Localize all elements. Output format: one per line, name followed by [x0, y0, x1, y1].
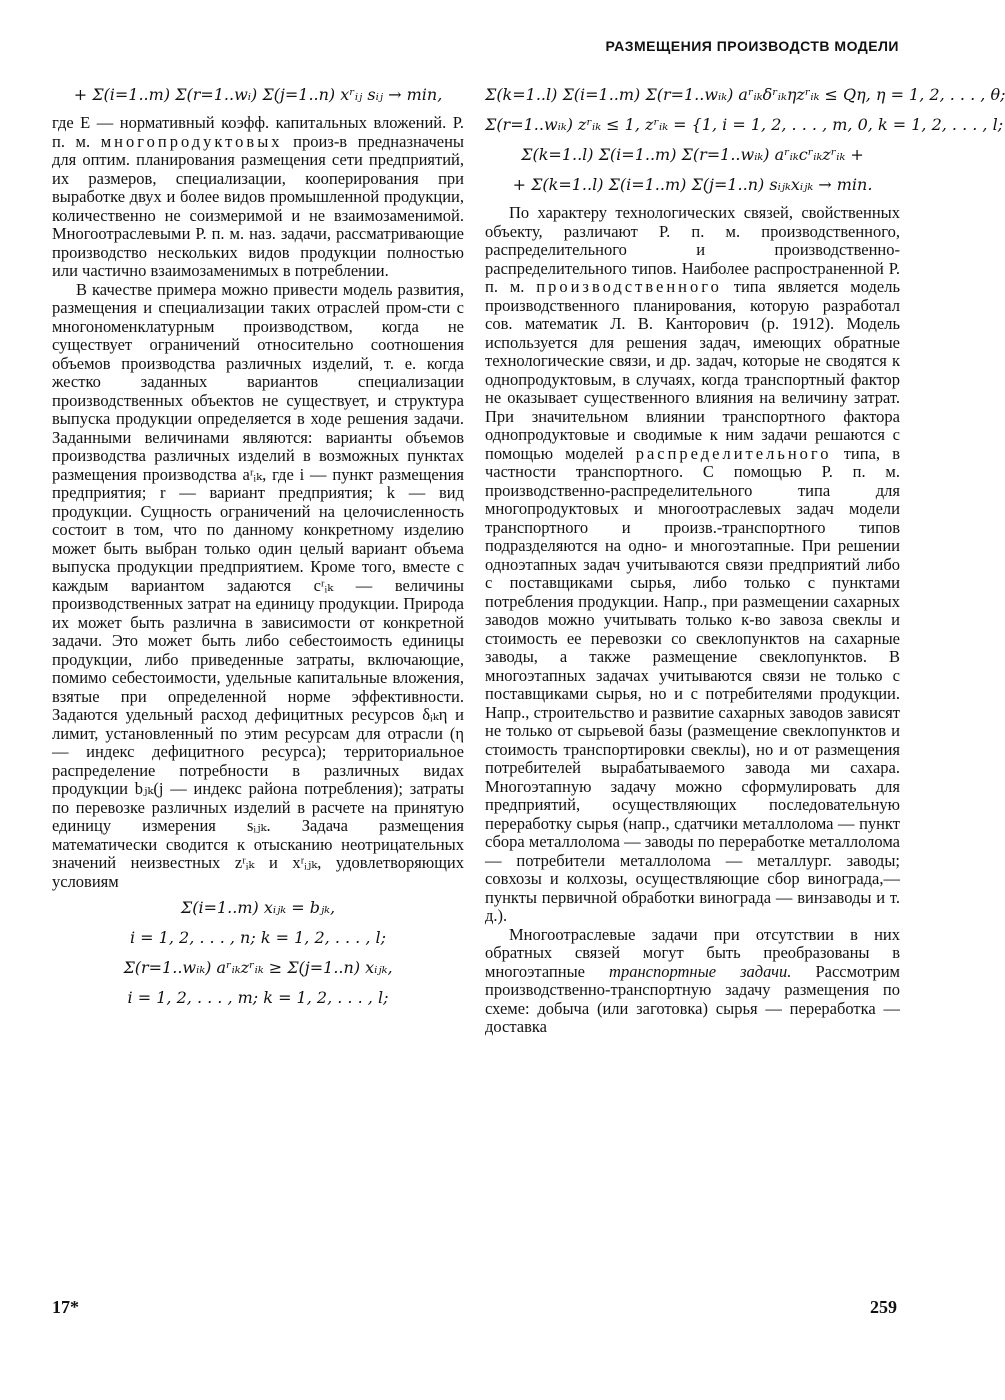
right-column: [485, 78, 1005, 1037]
paragraph-multisector: Многоотраслевые задачи при отсутствии в них обратных связей могут быть преобразованы в многоэтапные транспортные задачи. Рассмотрим производственно-транспортную задачу размещения по схеме: добыча (или заготовка) сырья — переработка — доставка: [485, 924, 900, 1036]
left-column: [52, 78, 464, 1017]
constraint-capacity-formula: Σ(r=1..wᵢₖ) aʳᵢₖzʳᵢₖ ≥ Σ(j=1..n) xᵢⱼₖ,: [123, 958, 393, 977]
constraint-resource-formula: Σ(k=1..l) Σ(i=1..m) Σ(r=1..wᵢₖ) aʳᵢₖδʳᵢₖηzʳᵢₖ ≤ Qη, η = 1, 2, . . . , θ;: [485, 85, 1005, 104]
running-header: РАЗМЕЩЕНИЯ ПРОИЗВОДСТВ МОДЕЛИ: [605, 38, 899, 54]
objective-formula-tail: + Σ(i=1..m) Σ(r=1..wᵢ) Σ(j=1..n) xʳᵢⱼ sᵢⱼ → min,: [73, 85, 443, 104]
objective-formula-transport: + Σ(k=1..l) Σ(i=1..m) Σ(j=1..n) sᵢⱼₖxᵢⱼₖ → min.: [512, 175, 873, 194]
constraint-demand-formula: Σ(i=1..m) xᵢⱼₖ = bⱼₖ,: [180, 898, 336, 917]
constraint-capacity-range: i = 1, 2, . . . , m; k = 1, 2, . . . , l;: [127, 988, 389, 1007]
paragraph-model-types: По характеру технологических связей, свойственных объекту, различают Р. п. м. производственного, распределительного и производственно-распределительного типов. Наиболее распространенной Р. п. м. производственного типа является модель производственного планирования, которую разработал сов. математик Л. В. Канторович (р. 1912). Модель используется для решения задач, имеющих обратные технологические связи, и др. задач, которые не сводятся к однопродуктовым, в случаях, когда транспортный фактор не оказывает существенного влияния на величину затрат. При значительном влиянии транспортного фактора однопродуктовые и сводимые к ним задачи решаются с помощью моделей распределительного типа, в частности транспортного. С помощью Р. п. м. производственно-распределительного типа для многопродуктовых и многоотраслевых задач модели транспортного и произв.-транспортного типов подразделяются на одно- и многоэтапные. При решении одноэтапных задач учитываются связи предприятий либо с поставщиками сырья, либо только с пунктами потребления продукции. Напр., при размещении сахарных заводов можно учитывать только к-во завоза свеклы и стоимость ее перевозки со свеклопунктов на сахарные заводы, а также размещение свеклопунктов. В многоэтапных задачах учитываются связи не только с поставщиками сырья, но и с потребителями продукции. Напр., строительство и развитие сахарных заводов зависят не только от сырьевой базы (размещение свеклопунктов и стоимость транспортировки свеклы), но и от размещения потребителей вырабатываемого завода ми сахара. Многоэтапную задачу можно сформулировать для предприятий, осуществляющих последовательную переработку сырья (напр., сдатчики металлолома — пункт сбора металлолома — заводы по переработке металлолома — потребители металлолома — металлург. заводы; совхозы и колхозы, осуществляющие сбор винограда,— пункты первичной обработки винограда — винзаводы и т. д.).: [485, 203, 900, 925]
constraint-demand-range: i = 1, 2, . . . , n; k = 1, 2, . . . , l;: [129, 928, 387, 947]
signature-mark: 17*: [52, 1297, 79, 1317]
paragraph-example: В качестве примера можно привести модель развития, размещения и специализации таких отраслей пром-сти с многономенклатурным производством, когда не существует ограничений относительно соотношения объемов производства различных изделий, т. е. когда жестко заданных вариантов специализации производственных объектов не существует, и структура выпуска продукции определяется в ходе решения задачи. Заданными величинами являются: варианты объемов производства различных изделий в возможных пунктах размещения производства aʳᵢₖ, где i — пункт размещения предприятия; r — вариант предприятия; k — вид продукции. Сущность ограничений на целочисленность состоит в том, что по данному конкретному изделию может быть выбран только один целый вариант объема выпуска продукции предприятием. Кроме того, вместе с каждым вариантом задаются cʳᵢₖ — величины производственных затрат на единицу продукции. Природа их может быть различна в зависимости от конкретной задачи. Это может быть либо себестоимость единицы продукции, либо приведенные затраты, включающие, помимо себестоимости, удельные капитальные вложения, взятые при определенной норме эффективности. Задаются удельный расход дефицитных ресурсов δᵢₖη и лимит, установленный по этим ресурсам для отрасли (η — индекс дефицитного ресурса); территориальное распределение потребности в различных видах продукции bⱼₖ(j — индекс района потребления); затраты по перевозке различных изделий в расчете на принятую единицу измерения sᵢⱼₖ. Задача размещения математически сводится к отысканию неотрицательных значений неизвестных zʳᵢₖ и xʳᵢⱼₖ, удовлетворяющих условиям: [52, 279, 464, 891]
paragraph-multiproduct: где E — нормативный коэфф. капитальных вложений. Р. п. м. многопродуктовых произ-в предназначены для оптим. планирования размещения сети предприятий, их размеров, специализации, кооперирования при выработке двух и более видов промышленной продукции, количественно не соизмеримой и не взаимозаменимой. Многоотраслевыми Р. п. м. наз. задачи, рассматривающие производство нескольких видов продукции полностью или частично взаимозаменимых в потреблении.: [52, 113, 464, 280]
objective-formula-head: Σ(k=1..l) Σ(i=1..m) Σ(r=1..wᵢₖ) aʳᵢₖcʳᵢₖzʳᵢₖ +: [521, 145, 864, 164]
constraint-integer-formula: Σ(r=1..wᵢₖ) zʳᵢₖ ≤ 1, zʳᵢₖ = {1, i = 1, 2, . . . , m, 0, k = 1, 2, . . . , l;: [485, 115, 1004, 134]
page-number: 259: [870, 1297, 897, 1317]
